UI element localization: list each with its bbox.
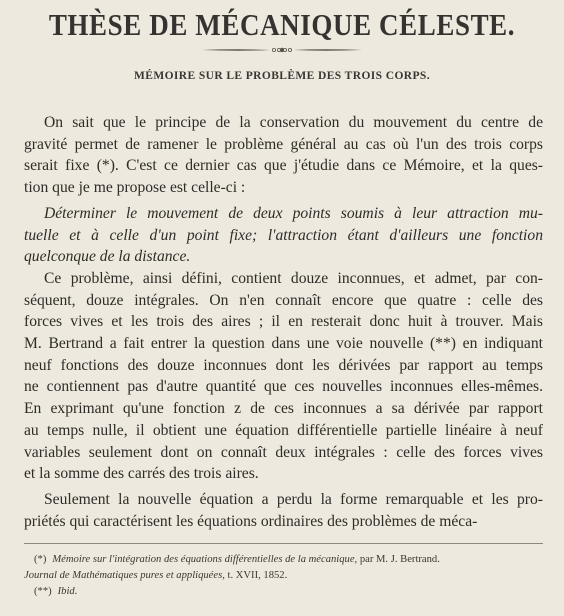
footnote-citation: Journal de Mathématiques pures et appliquées, (24, 570, 225, 581)
footnote-mark: (**) (34, 586, 52, 597)
text-line: variables seulement dont on connaît deux intégrales : celle des forces vives (24, 443, 543, 461)
text-line: neuf fonctions des douze inconnues dont les dérivées par rapport au temps (24, 356, 543, 374)
text-line: quelconque de la distance. (24, 248, 191, 266)
body-text (24, 112, 543, 536)
text-line: Seulement la nouvelle équation a perdu la forme remarquable et les pro- (44, 490, 543, 508)
footnote-mark: (*) (34, 554, 47, 565)
text-line: forces vives et les trois des aires ; il en resterait donc huit à trouver. Mais (24, 313, 543, 331)
text-line: tion que je me propose est celle-ci : (24, 179, 246, 197)
text-line: M. Bertrand a fait entrer la question dans une voie nouvelle (**) en indiquant (24, 335, 543, 353)
footnote-line (24, 584, 543, 600)
footnote-detail: t. XVII, 1852. (224, 570, 288, 581)
text-line: Ce problème, ainsi défini, contient douze inconnues, et admet, par con- (44, 269, 543, 287)
text-line: séquent, douze intégrales. On n'en connaît encore que quatre : celle des (24, 291, 543, 309)
text-line: On sait que le principe de la conservation du mouvement du centre de (44, 114, 543, 131)
text-line: serait fixe (*). C'est ce dernier cas que j'étudie dans ce Mémoire, et la ques- (24, 157, 543, 175)
text-line: au temps nulle, il obtient une équation différentielle partielle linéaire à neuf (24, 421, 543, 439)
footnotes (24, 552, 543, 600)
text-line: En exprimant qu'une fonction z de ces inconnues a sa dérivée par rapport (24, 400, 543, 418)
paragraph (24, 203, 543, 268)
footnote-divider (24, 543, 543, 544)
text-line: Déterminer le mouvement de deux points soumis à leur attraction mu- (44, 204, 543, 222)
paragraph (24, 112, 543, 199)
footnote-citation: Ibid. (57, 586, 78, 597)
text-line: ne contiennent pas d'autre quantité que ces nouvelles inconnues elles-mêmes. (24, 378, 543, 396)
text-line: tuelle et à celle d'un point fixe; l'attraction étant d'ailleurs une fonction (24, 226, 543, 244)
footnote-detail: par M. J. Bertrand. (357, 554, 440, 565)
footnote-citation: Mémoire sur l'intégration des équations différentielles de la mécanique, (52, 554, 358, 565)
paragraph (24, 489, 543, 532)
footnote-line (24, 568, 543, 584)
footnote-line (24, 552, 543, 568)
text-line: gravité permet de ramener le problème général au cas où l'un des trois corps (24, 135, 543, 153)
section-subtitle: MÉMOIRE SUR LE PROBLÈME DES TROIS CORPS. (134, 70, 430, 82)
paragraph (24, 268, 543, 485)
text-line: priétés qui caractérisent les équations ordinaires des problèmes de méca- (24, 512, 478, 530)
title-ornament-divider (200, 45, 364, 55)
text-line: et la somme des carrés des trois aires. (24, 465, 259, 483)
page-title: THÈSE DE MÉCANIQUE CÉLESTE. (48, 8, 516, 42)
